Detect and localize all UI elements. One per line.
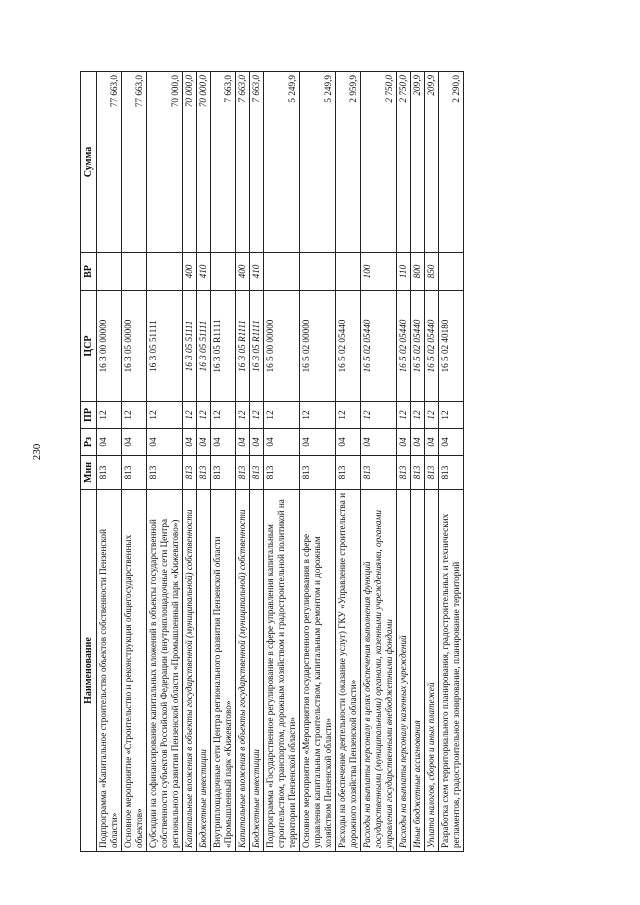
cell-sum: 7 663,0 xyxy=(250,72,264,253)
cell-vr: 410 xyxy=(197,253,211,291)
cell-sum: 209,9 xyxy=(425,72,439,253)
cell-min: 813 xyxy=(361,456,397,490)
cell-min: 813 xyxy=(397,456,411,490)
cell-name: Подпрограмма «Капитальное строительство объектов собственности Пензенской области» xyxy=(97,490,122,852)
cell-vr: 410 xyxy=(250,253,264,291)
cell-csr: 16 3 05 R1111 xyxy=(236,291,250,402)
table-row xyxy=(211,72,236,852)
table-row xyxy=(397,72,411,852)
cell-csr: 16 5 02 05440 xyxy=(425,291,439,402)
cell-pr: 12 xyxy=(147,402,183,429)
cell-min: 813 xyxy=(236,456,250,490)
cell-pr: 12 xyxy=(361,402,397,429)
cell-min: 813 xyxy=(97,456,122,490)
header-name: Наименование xyxy=(81,490,97,852)
cell-csr: 16 5 02 05440 xyxy=(397,291,411,402)
cell-sum: 70 000,0 xyxy=(197,72,211,253)
cell-csr: 16 5 02 40180 xyxy=(439,291,464,402)
cell-name: Капитальные вложения в объекты государственной (муниципальной) собственности xyxy=(236,490,250,852)
cell-name: Бюджетные инвестиции xyxy=(197,490,211,852)
cell-vr: 100 xyxy=(361,253,397,291)
table-row xyxy=(236,72,250,852)
table-header-row xyxy=(81,72,97,852)
cell-csr: 16 3 05 00000 xyxy=(122,291,147,402)
cell-min: 813 xyxy=(147,456,183,490)
table-row xyxy=(264,72,300,852)
cell-sum: 7 663,0 xyxy=(236,72,250,253)
cell-vr: 110 xyxy=(397,253,411,291)
cell-csr: 16 5 02 05440 xyxy=(411,291,425,402)
cell-pr: 12 xyxy=(411,402,425,429)
cell-pr: 12 xyxy=(439,402,464,429)
cell-csr: 16 3 05 51111 xyxy=(197,291,211,402)
cell-rz: 04 xyxy=(361,429,397,456)
budget-table xyxy=(80,71,464,852)
cell-vr: 800 xyxy=(411,253,425,291)
cell-csr: 16 3 05 51111 xyxy=(147,291,183,402)
cell-rz: 04 xyxy=(397,429,411,456)
page-number: 230 xyxy=(31,443,43,461)
cell-vr xyxy=(97,253,122,291)
cell-pr: 12 xyxy=(197,402,211,429)
cell-rz: 04 xyxy=(439,429,464,456)
cell-sum: 2 290,0 xyxy=(439,72,464,253)
cell-sum: 2 750,0 xyxy=(397,72,411,253)
cell-pr: 12 xyxy=(183,402,197,429)
cell-rz: 04 xyxy=(425,429,439,456)
cell-sum: 70 000,0 xyxy=(147,72,183,253)
cell-rz: 04 xyxy=(97,429,122,456)
header-csr: ЦСР xyxy=(81,291,97,402)
cell-rz: 04 xyxy=(183,429,197,456)
cell-min: 813 xyxy=(197,456,211,490)
cell-sum: 2 959,9 xyxy=(336,72,361,253)
cell-vr: 400 xyxy=(236,253,250,291)
table-row xyxy=(250,72,264,852)
cell-csr: 16 3 05 51111 xyxy=(183,291,197,402)
cell-min: 813 xyxy=(425,456,439,490)
cell-sum: 77 663,0 xyxy=(122,72,147,253)
cell-csr: 16 5 00 00000 xyxy=(264,291,300,402)
header-vr: ВР xyxy=(81,253,97,291)
cell-name: Капитальные вложения в объекты государственной (муниципальной) собственности xyxy=(183,490,197,852)
cell-vr xyxy=(122,253,147,291)
cell-rz: 04 xyxy=(250,429,264,456)
cell-sum: 77 663,0 xyxy=(97,72,122,253)
cell-pr: 12 xyxy=(264,402,300,429)
cell-pr: 12 xyxy=(300,402,336,429)
cell-vr xyxy=(300,253,336,291)
rotated-table-container xyxy=(80,72,565,852)
cell-rz: 04 xyxy=(411,429,425,456)
table-row xyxy=(197,72,211,852)
cell-rz: 04 xyxy=(211,429,236,456)
cell-min: 813 xyxy=(183,456,197,490)
cell-min: 813 xyxy=(336,456,361,490)
table-row xyxy=(336,72,361,852)
cell-rz: 04 xyxy=(147,429,183,456)
table-row xyxy=(122,72,147,852)
cell-name: Уплата налогов, сборов и иных платежей xyxy=(425,490,439,852)
table-row xyxy=(97,72,122,852)
cell-csr: 16 3 05 R1111 xyxy=(211,291,236,402)
cell-rz: 04 xyxy=(264,429,300,456)
cell-min: 813 xyxy=(439,456,464,490)
table-row xyxy=(300,72,336,852)
cell-pr: 12 xyxy=(122,402,147,429)
cell-sum: 209,9 xyxy=(411,72,425,253)
cell-vr: 850 xyxy=(425,253,439,291)
cell-name: Иные бюджетные ассигнования xyxy=(411,490,425,852)
header-pr: ПР xyxy=(81,402,97,429)
cell-pr: 12 xyxy=(425,402,439,429)
cell-rz: 04 xyxy=(122,429,147,456)
cell-rz: 04 xyxy=(197,429,211,456)
cell-csr: 16 5 02 05440 xyxy=(361,291,397,402)
cell-pr: 12 xyxy=(97,402,122,429)
cell-name: Субсидии на софинансирование капитальных вложений в объекты государственной собственности субъектов Российской Федерации (внутриплощадочные сети Центра регионального развития Пензенской области «Промышленный парк «Кижеватово») xyxy=(147,490,183,852)
cell-pr: 12 xyxy=(397,402,411,429)
cell-sum: 2 750,0 xyxy=(361,72,397,253)
table-row xyxy=(439,72,464,852)
cell-rz: 04 xyxy=(300,429,336,456)
cell-min: 813 xyxy=(211,456,236,490)
cell-name: Разработка схем территориального планирования, градостроительных и технических регламентов, градостроительное зонирование, планирование территорий xyxy=(439,490,464,852)
header-rz: Рз xyxy=(81,429,97,456)
cell-csr: 16 3 00 00000 xyxy=(97,291,122,402)
cell-name: Расходы на обеспечение деятельности (оказание услуг) ГКУ «Управление строительства и дорожного хозяйства Пензенской области» xyxy=(336,490,361,852)
cell-min: 813 xyxy=(250,456,264,490)
cell-name: Основное мероприятие «Мероприятия государственного регулирования в сфере управления капитальным строительством, капитальным ремонтом и дорожным хозяйством Пензенской области» xyxy=(300,490,336,852)
cell-name: Бюджетные инвестиции xyxy=(250,490,264,852)
cell-vr xyxy=(147,253,183,291)
cell-sum: 5 249,9 xyxy=(300,72,336,253)
cell-vr: 400 xyxy=(183,253,197,291)
cell-name: Основное мероприятие «Строительство и реконструкция общегосударственных объектов» xyxy=(122,490,147,852)
cell-min: 813 xyxy=(264,456,300,490)
table-row xyxy=(361,72,397,852)
cell-pr: 12 xyxy=(236,402,250,429)
table-body xyxy=(97,72,464,852)
cell-name: Расходы на выплаты персоналу казенных учреждений xyxy=(397,490,411,852)
cell-sum: 5 249,9 xyxy=(264,72,300,253)
header-sum: Сумма xyxy=(81,72,97,253)
cell-name: Внутриплощадочные сети Центра регионального развития Пензенской области «Промышленный парк «Кижеватово» xyxy=(211,490,236,852)
cell-min: 813 xyxy=(411,456,425,490)
cell-min: 813 xyxy=(122,456,147,490)
cell-vr xyxy=(336,253,361,291)
cell-vr xyxy=(439,253,464,291)
table-row xyxy=(425,72,439,852)
cell-vr xyxy=(264,253,300,291)
cell-csr: 16 5 02 00000 xyxy=(300,291,336,402)
cell-csr: 16 3 05 R1111 xyxy=(250,291,264,402)
cell-pr: 12 xyxy=(250,402,264,429)
cell-rz: 04 xyxy=(336,429,361,456)
header-min: Мин xyxy=(81,456,97,490)
cell-name: Расходы на выплаты персоналу в целях обеспечения выполнения функций государственными (муниципальными) органами, казенными учреждениями, органами управления государственными внебюджетными фондами xyxy=(361,490,397,852)
cell-pr: 12 xyxy=(336,402,361,429)
cell-sum: 70 000,0 xyxy=(183,72,197,253)
cell-vr xyxy=(211,253,236,291)
cell-min: 813 xyxy=(300,456,336,490)
table-row xyxy=(183,72,197,852)
cell-pr: 12 xyxy=(211,402,236,429)
table-row xyxy=(147,72,183,852)
cell-csr: 16 5 02 05440 xyxy=(336,291,361,402)
cell-rz: 04 xyxy=(236,429,250,456)
table-row xyxy=(411,72,425,852)
cell-sum: 7 663,0 xyxy=(211,72,236,253)
cell-name: Подпрограмма «Государственное регулирование в сфере управления капитальным строительством, транспортом, дорожным хозяйством и градостроительной политикой на территории Пензенской области» xyxy=(264,490,300,852)
